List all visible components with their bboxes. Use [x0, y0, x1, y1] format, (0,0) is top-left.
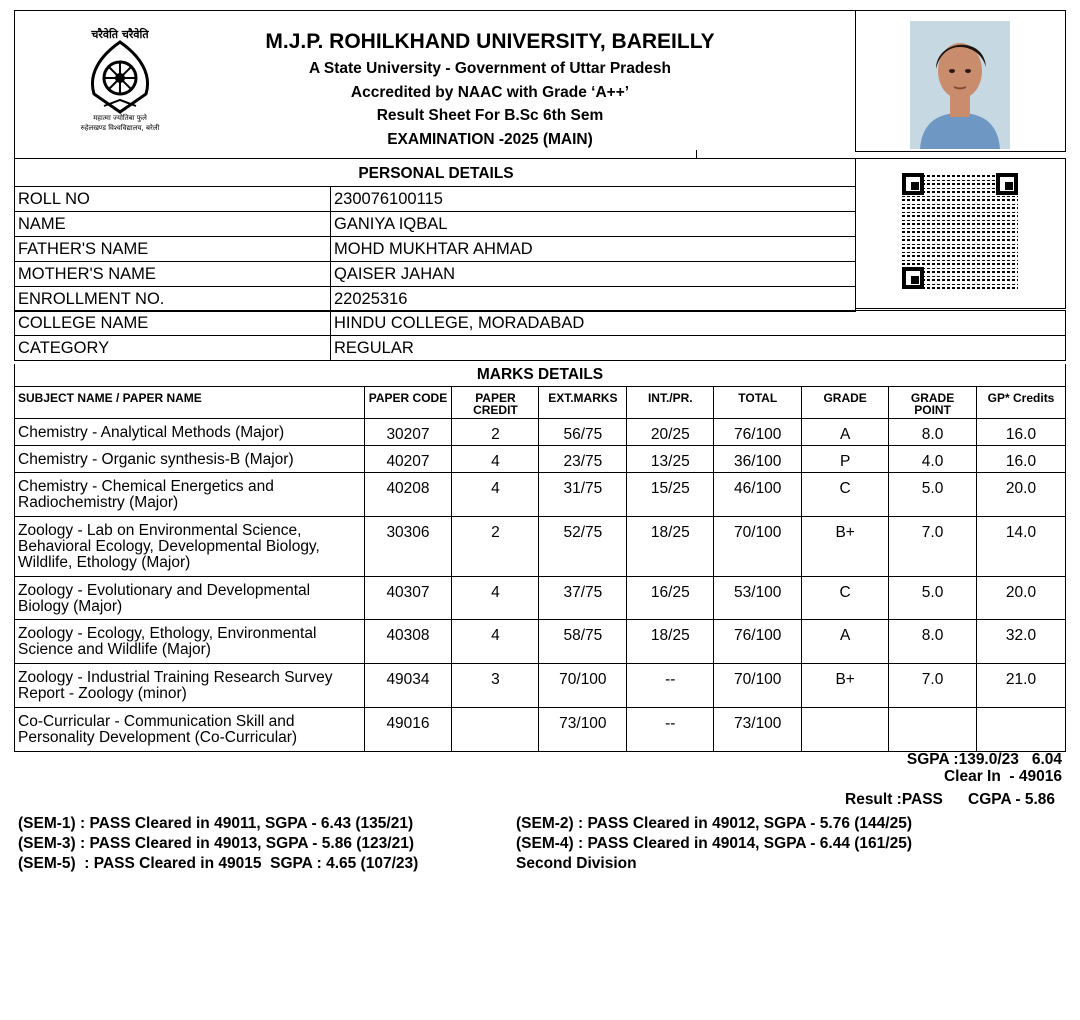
paper-code: 30306: [364, 517, 452, 577]
logo-caption-2: रुहेलखण्ड विश्वविद्यालय, बरेली: [80, 124, 160, 132]
col-grade: GRADE: [802, 387, 889, 419]
division: Second Division: [516, 855, 637, 872]
accreditation: Accredited by NAAC with Grade ‘A++’: [350, 84, 630, 101]
int-marks: --: [627, 708, 714, 752]
total-marks: 53/100: [714, 577, 802, 620]
int-marks: 20/25: [627, 419, 714, 446]
int-marks: 18/25: [627, 620, 714, 664]
label-roll-no: ROLL NO: [15, 187, 331, 212]
table-row: [15, 517, 1066, 577]
paper-code: 40208: [364, 473, 452, 517]
ext-marks: 23/75: [539, 446, 627, 473]
total-marks: 36/100: [714, 446, 802, 473]
logo-motto: चरैवेति चरैवेति: [91, 28, 149, 41]
grade-point: 7.0: [889, 664, 977, 708]
subject-name: Chemistry - Analytical Methods (Major): [15, 419, 365, 446]
marks-details-title: MARKS DETAILS: [15, 364, 1066, 387]
ext-marks: 56/75: [539, 419, 627, 446]
total-marks: 70/100: [714, 517, 802, 577]
total-marks: 70/100: [714, 664, 802, 708]
ext-marks: 73/100: [539, 708, 627, 752]
total-marks: 73/100: [714, 708, 802, 752]
grade: B+: [802, 517, 889, 577]
paper-code: 40207: [364, 446, 452, 473]
label-father-name: FATHER'S NAME: [15, 237, 331, 262]
value-name: GANIYA IQBAL: [331, 212, 856, 237]
ext-marks: 52/75: [539, 517, 627, 577]
examination-title: EXAMINATION -2025 (MAIN): [387, 131, 593, 148]
subject-name: Chemistry - Organic synthesis-B (Major): [15, 446, 365, 473]
gp-credits: 32.0: [977, 620, 1066, 664]
sem-5-result: (SEM-5) : PASS Cleared in 49015 SGPA : 4.65 (107/23): [18, 855, 419, 872]
paper-code: 40307: [364, 577, 452, 620]
logo-caption-1: महात्मा ज्योतिबा फुले: [93, 114, 147, 122]
label-name: NAME: [15, 212, 331, 237]
ext-marks: 58/75: [539, 620, 627, 664]
col-subject: SUBJECT NAME / PAPER NAME: [15, 387, 365, 419]
value-enrollment: 22025316: [331, 287, 856, 312]
table-row: [15, 419, 1066, 446]
marks-table: [14, 364, 1066, 752]
gp-credits: 20.0: [977, 473, 1066, 517]
table-row: [15, 620, 1066, 664]
label-mother-name: MOTHER'S NAME: [15, 262, 331, 287]
table-row: [15, 708, 1066, 752]
personal-details-title-cell: [14, 158, 856, 186]
university-name: M.J.P. ROHILKHAND UNIVERSITY, BAREILLY: [265, 30, 715, 53]
value-category: REGULAR: [331, 336, 1066, 361]
sem-1-result: (SEM-1) : PASS Cleared in 49011, SGPA - 6.43 (135/21): [18, 815, 414, 832]
col-gp-credits: GP* Credits: [977, 387, 1066, 419]
grade: C: [802, 473, 889, 517]
gp-credits: 14.0: [977, 517, 1066, 577]
paper-credit: 4: [452, 446, 539, 473]
gp-credits: 16.0: [977, 419, 1066, 446]
int-marks: 16/25: [627, 577, 714, 620]
table-row: [15, 287, 856, 312]
personal-details-title: PERSONAL DETAILS: [358, 165, 514, 182]
grade-point: [889, 708, 977, 752]
paper-code: 49034: [364, 664, 452, 708]
col-ext-marks: EXT.MARKS: [539, 387, 627, 419]
paper-credit: 4: [452, 577, 539, 620]
col-paper-credit: PAPER CREDIT: [452, 387, 539, 419]
subject-name: Co-Curricular - Communication Skill and Personality Development (Co-Curricular): [15, 708, 365, 752]
university-logo: [60, 16, 180, 136]
table-row: [15, 311, 1066, 336]
table-row: [15, 664, 1066, 708]
subject-name: Zoology - Industrial Training Research Survey Report - Zoology (minor): [15, 664, 365, 708]
label-category: CATEGORY: [15, 336, 331, 361]
grade: A: [802, 419, 889, 446]
table-row: [15, 212, 856, 237]
table-row: [15, 473, 1066, 517]
table-row: [15, 187, 856, 212]
grade-point: 5.0: [889, 577, 977, 620]
qr-code-icon: [902, 173, 1018, 289]
qr-box: [855, 158, 1066, 309]
paper-code: 49016: [364, 708, 452, 752]
sem-2-result: (SEM-2) : PASS Cleared in 49012, SGPA - 5.76 (144/25): [516, 815, 912, 832]
result-sheet-title: Result Sheet For B.Sc 6th Sem: [376, 107, 604, 124]
sem-3-result: (SEM-3) : PASS Cleared in 49013, SGPA - 5.86 (123/21): [18, 835, 414, 852]
gp-credits: 16.0: [977, 446, 1066, 473]
int-marks: 15/25: [627, 473, 714, 517]
paper-code: 40308: [364, 620, 452, 664]
total-marks: 76/100: [714, 419, 802, 446]
value-roll-no: 230076100115: [331, 187, 856, 212]
university-subtitle: A State University - Government of Uttar Pradesh: [308, 60, 672, 77]
cgpa: CGPA - 5.86: [968, 791, 1055, 808]
int-marks: --: [627, 664, 714, 708]
gp-credits: 21.0: [977, 664, 1066, 708]
marks-header-row: [15, 387, 1066, 419]
grade: B+: [802, 664, 889, 708]
grade-point: 8.0: [889, 620, 977, 664]
table-row: [15, 577, 1066, 620]
label-enrollment: ENROLLMENT NO.: [15, 287, 331, 312]
table-row: [15, 446, 1066, 473]
label-college: COLLEGE NAME: [15, 311, 331, 336]
table-row: [15, 237, 856, 262]
grade-point: 7.0: [889, 517, 977, 577]
paper-credit: 4: [452, 620, 539, 664]
ext-marks: 70/100: [539, 664, 627, 708]
col-int-pr: INT./PR.: [627, 387, 714, 419]
grade-point: 5.0: [889, 473, 977, 517]
tick-mark: [696, 150, 697, 158]
personal-details-table: [14, 186, 856, 312]
col-grade-point: GRADE POINT: [889, 387, 977, 419]
grade: P: [802, 446, 889, 473]
sem-4-result: (SEM-4) : PASS Cleared in 49014, SGPA - 6.44 (161/25): [516, 835, 912, 852]
table-row: [15, 262, 856, 287]
subject-name: Zoology - Ecology, Ethology, Environmental Science and Wildlife (Major): [15, 620, 365, 664]
clear-in: Clear In - 49016: [943, 768, 1062, 785]
grade-point: 4.0: [889, 446, 977, 473]
value-mother-name: QAISER JAHAN: [331, 262, 856, 287]
ext-marks: 31/75: [539, 473, 627, 517]
personal-details-table-2: [14, 310, 1066, 361]
ext-marks: 37/75: [539, 577, 627, 620]
sgpa: SGPA :139.0/23 6.04: [906, 751, 1062, 768]
col-total: TOTAL: [714, 387, 802, 419]
col-paper-code: PAPER CODE: [364, 387, 452, 419]
value-father-name: MOHD MUKHTAR AHMAD: [331, 237, 856, 262]
student-photo: [910, 21, 1010, 149]
paper-credit: 2: [452, 419, 539, 446]
int-marks: 13/25: [627, 446, 714, 473]
paper-credit: 3: [452, 664, 539, 708]
paper-credit: 4: [452, 473, 539, 517]
grade: [802, 708, 889, 752]
int-marks: 18/25: [627, 517, 714, 577]
gp-credits: 20.0: [977, 577, 1066, 620]
grade: C: [802, 577, 889, 620]
paper-credit: [452, 708, 539, 752]
grade-point: 8.0: [889, 419, 977, 446]
table-row: [15, 336, 1066, 361]
subject-name: Zoology - Lab on Environmental Science, Behavioral Ecology, Developmental Biology, Wildlife, Ethology (Major): [15, 517, 365, 577]
paper-code: 30207: [364, 419, 452, 446]
grade: A: [802, 620, 889, 664]
result-status: Result :PASS: [845, 791, 943, 808]
subject-name: Chemistry - Chemical Energetics and Radiochemistry (Major): [15, 473, 365, 517]
subject-name: Zoology - Evolutionary and Developmental Biology (Major): [15, 577, 365, 620]
paper-credit: 2: [452, 517, 539, 577]
total-marks: 46/100: [714, 473, 802, 517]
value-college: HINDU COLLEGE, MORADABAD: [331, 311, 1066, 336]
gp-credits: [977, 708, 1066, 752]
total-marks: 76/100: [714, 620, 802, 664]
